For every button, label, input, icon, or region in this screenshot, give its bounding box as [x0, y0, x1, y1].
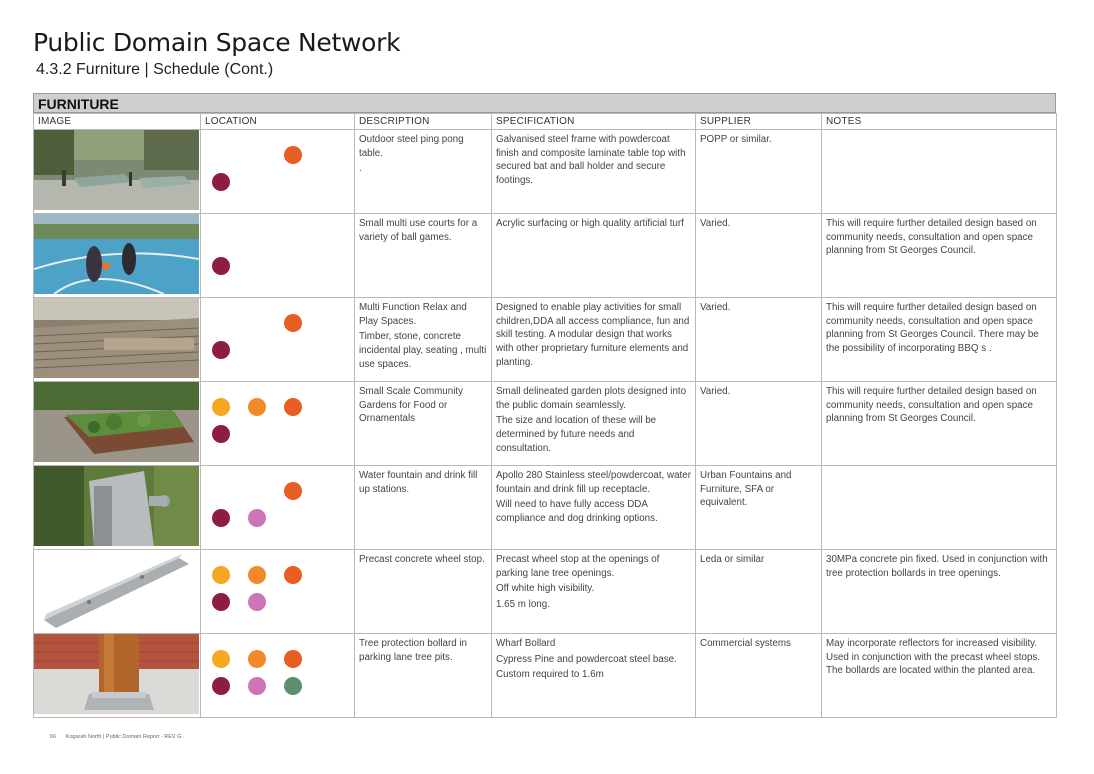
- specification-text: Will need to have fully access DDA compliance and dog drinking options.: [496, 499, 658, 525]
- image-cell: [34, 214, 201, 298]
- location-dot-yellow: [212, 398, 230, 416]
- notes-text: May incorporate reflectors for increased visibility. Used in conjunction with the precast wheel stops. The bollards are located within the planted area.: [826, 638, 1041, 677]
- location-dot-orange: [248, 398, 266, 416]
- image-cell: [34, 634, 201, 718]
- table-row: [34, 550, 1057, 634]
- specification-cell: [492, 634, 696, 718]
- page-subtitle: 4.3.2 Furniture | Schedule (Cont.): [36, 61, 274, 78]
- specification-text: Custom required to 1.6m: [496, 669, 604, 681]
- col-header-location: LOCATION: [201, 114, 355, 130]
- location-dot-red-orange: [284, 314, 302, 332]
- description-cell: [355, 298, 492, 382]
- supplier-text: Varied.: [700, 218, 731, 229]
- specification-cell: [492, 130, 696, 214]
- header-row: [34, 114, 1057, 130]
- location-dot-maroon: [212, 677, 230, 695]
- table-row: [34, 466, 1057, 550]
- specification-text: The size and location of these will be determined by future needs and consultation.: [496, 415, 657, 454]
- table-row: [34, 298, 1057, 382]
- image-cell: [34, 466, 201, 550]
- location-dot-red-orange: [284, 146, 302, 164]
- col-header-supplier: SUPPLIER: [696, 114, 822, 130]
- location-dot-maroon: [212, 257, 230, 275]
- description-text: Water fountain and drink fill up stations.: [359, 470, 478, 495]
- schedule-table: [33, 113, 1057, 718]
- location-dot-orange: [248, 650, 266, 668]
- specification-text: Off white high visibility.: [496, 583, 595, 595]
- supplier-text: Leda or similar: [700, 554, 765, 565]
- description-text: .: [359, 163, 362, 175]
- supplier-cell: [696, 214, 822, 298]
- table-row: [34, 634, 1057, 718]
- page-number: 66: [50, 734, 57, 740]
- image-cell: [34, 550, 201, 634]
- description-text: Outdoor steel ping pong table.: [359, 134, 464, 159]
- specification-text: Precast wheel stop at the openings of parking lane tree openings.: [496, 554, 660, 579]
- description-cell: [355, 466, 492, 550]
- description-cell: [355, 214, 492, 298]
- location-dot-maroon: [212, 425, 230, 443]
- specification-text: Apollo 280 Stainless steel/powdercoat, water fountain and drink fill up receptacle.: [496, 470, 691, 495]
- page-title: Public Domain Space Network: [33, 28, 401, 57]
- notes-text: This will require further detailed design based on community needs, consultation and open space planning from St Georges Council. There may be the possibility of incorporating BBQ s .: [826, 302, 1039, 355]
- location-cell: [201, 130, 355, 214]
- notes-cell: [822, 634, 1057, 718]
- location-dot-red-orange: [284, 650, 302, 668]
- location-dot-maroon: [212, 509, 230, 527]
- col-header-image: IMAGE: [34, 114, 201, 130]
- location-dot-yellow: [212, 650, 230, 668]
- description-text: Multi Function Relax and Play Spaces.: [359, 302, 467, 327]
- timber-seating-photo: [34, 298, 199, 378]
- description-cell: [355, 550, 492, 634]
- location-cell: [201, 550, 355, 634]
- notes-cell: [822, 466, 1057, 550]
- notes-cell: [822, 298, 1057, 382]
- supplier-cell: [696, 634, 822, 718]
- timber-bollard-photo: [34, 634, 199, 714]
- location-dot-green: [284, 677, 302, 695]
- location-dot-red-orange: [284, 482, 302, 500]
- supplier-text: Urban Fountains and Furniture, SFA or equivalent.: [700, 470, 792, 509]
- notes-cell: [822, 382, 1057, 466]
- notes-text: This will require further detailed design based on community needs, consultation and open space planning from St Georges Council.: [826, 218, 1037, 257]
- specification-cell: [492, 382, 696, 466]
- specification-text: Galvanised steel frame with powdercoat finish and composite laminate table top with secured bat and ball holder and secure footings.: [496, 134, 686, 187]
- image-cell: [34, 298, 201, 382]
- notes-cell: [822, 130, 1057, 214]
- location-dot-pink: [248, 509, 266, 527]
- description-cell: [355, 382, 492, 466]
- specification-text: Small delineated garden plots designed into the public domain seamlessly.: [496, 386, 687, 411]
- location-cell: [201, 214, 355, 298]
- specification-cell: [492, 466, 696, 550]
- description-text: Precast concrete wheel stop.: [359, 554, 485, 565]
- col-header-notes: NOTES: [822, 114, 1057, 130]
- specification-cell: [492, 214, 696, 298]
- description-text: Small multi use courts for a variety of ball games.: [359, 218, 478, 243]
- supplier-cell: [696, 130, 822, 214]
- description-cell: [355, 130, 492, 214]
- report-name: Kogarah North | Public Domain Report - REV G: [65, 734, 182, 740]
- location-dot-maroon: [212, 593, 230, 611]
- location-cell: [201, 634, 355, 718]
- specification-cell: [492, 550, 696, 634]
- description-cell: [355, 634, 492, 718]
- specification-text: Designed to enable play activities for small children,DDA all access compliance, fun and skill testing. A modular design that works with other proprietary furniture elements and planting.: [496, 302, 690, 368]
- location-dot-red-orange: [284, 398, 302, 416]
- supplier-text: Varied.: [700, 302, 731, 313]
- notes-cell: [822, 550, 1057, 634]
- location-dot-pink: [248, 677, 266, 695]
- water-fountain-photo: [34, 466, 199, 546]
- specification-text: Wharf Bollard: [496, 638, 556, 649]
- supplier-text: Commercial systems: [700, 638, 791, 649]
- location-dot-pink: [248, 593, 266, 611]
- garden-plots-photo: [34, 382, 199, 462]
- specification-text: Acrylic surfacing or high quality artificial turf: [496, 218, 684, 229]
- table-row: [34, 382, 1057, 466]
- supplier-cell: [696, 382, 822, 466]
- location-dot-orange: [248, 566, 266, 584]
- location-dot-maroon: [212, 173, 230, 191]
- description-text: Tree protection bollard in parking lane tree pits.: [359, 638, 468, 663]
- supplier-text: POPP or similar.: [700, 134, 772, 145]
- notes-text: This will require further detailed design based on community needs, consultation and open space planning from St Georges Council.: [826, 386, 1037, 425]
- location-cell: [201, 382, 355, 466]
- notes-text: 30MPa concrete pin fixed. Used in conjunction with tree protection bollards in tree openings.: [826, 554, 1048, 579]
- supplier-text: Varied.: [700, 386, 731, 397]
- location-cell: [201, 298, 355, 382]
- page-footer: [50, 734, 189, 740]
- ping-pong-tables-photo: [34, 130, 199, 210]
- specification-cell: [492, 298, 696, 382]
- image-cell: [34, 130, 201, 214]
- table-row: [34, 130, 1057, 214]
- description-text: Timber, stone, concrete incidental play, seating , multi use spaces.: [359, 331, 487, 370]
- notes-cell: [822, 214, 1057, 298]
- furniture-schedule: [33, 93, 1056, 718]
- location-cell: [201, 466, 355, 550]
- supplier-cell: [696, 298, 822, 382]
- location-dot-maroon: [212, 341, 230, 359]
- table-row: [34, 214, 1057, 298]
- ball-courts-photo: [34, 214, 199, 294]
- supplier-cell: [696, 466, 822, 550]
- specification-text: Cypress Pine and powdercoat steel base.: [496, 653, 677, 665]
- wheel-stop-photo: [34, 550, 199, 630]
- location-dot-yellow: [212, 566, 230, 584]
- col-header-specification: SPECIFICATION: [492, 114, 696, 130]
- image-cell: [34, 382, 201, 466]
- description-text: Small Scale Community Gardens for Food or Ornamentals: [359, 386, 463, 425]
- col-header-description: DESCRIPTION: [355, 114, 492, 130]
- specification-text: 1.65 m long.: [496, 599, 550, 611]
- section-heading: FURNITURE: [33, 93, 1056, 113]
- supplier-cell: [696, 550, 822, 634]
- location-dot-red-orange: [284, 566, 302, 584]
